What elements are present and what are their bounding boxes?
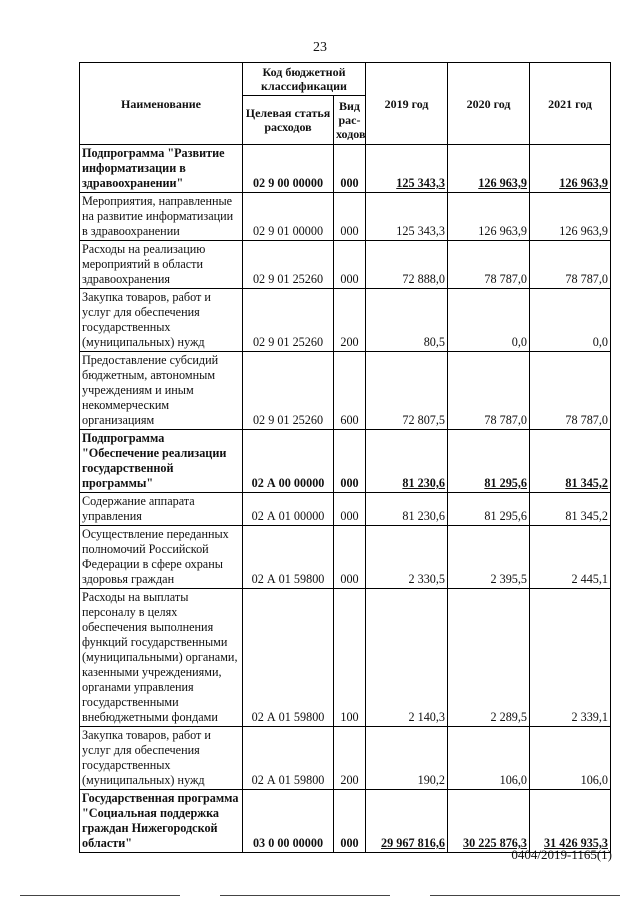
row-2019: 81 230,6: [366, 430, 448, 493]
row-2019: 81 230,6: [366, 493, 448, 526]
table-row: [80, 430, 611, 493]
row-code: 02 А 01 00000: [243, 493, 334, 526]
row-name: Закупка товаров, работ и услуг для обеспечения государственных (муниципальных) нужд: [80, 289, 243, 352]
row-name: Расходы на реализацию мероприятий в области здравоохранения: [80, 241, 243, 289]
row-name: Мероприятия, направленные на развитие информатизации в здравоохранении: [80, 193, 243, 241]
row-2019: 190,2: [366, 727, 448, 790]
row-2019: 72 888,0: [366, 241, 448, 289]
row-name: Государственная программа "Социальная поддержка граждан Нижегородской области": [80, 790, 243, 853]
row-2021: 2 339,1: [530, 589, 611, 727]
row-code: 02 А 01 59800: [243, 589, 334, 727]
row-code: 02 9 01 00000: [243, 193, 334, 241]
row-code: 03 0 00 00000: [243, 790, 334, 853]
row-code: 02 А 01 59800: [243, 526, 334, 589]
row-2021: 78 787,0: [530, 352, 611, 430]
row-2020: 81 295,6: [448, 430, 530, 493]
row-2020: 78 787,0: [448, 241, 530, 289]
row-2019: 29 967 816,6: [366, 790, 448, 853]
header-code-group: Код бюджетной классификации: [243, 63, 366, 96]
row-2020: 126 963,9: [448, 193, 530, 241]
row-2021: 31 426 935,3: [530, 790, 611, 853]
row-2020: 0,0: [448, 289, 530, 352]
row-2020: 2 395,5: [448, 526, 530, 589]
row-2020: 2 289,5: [448, 589, 530, 727]
row-name: Расходы на выплаты персоналу в целях обеспечения выполнения функций государственными (муниципальными) органами, казенными учреждениями, органами управления государственными внебюджетными фондами: [80, 589, 243, 727]
row-2021: 2 445,1: [530, 526, 611, 589]
row-name: Подпрограмма "Развитие информатизации в здравоохранении": [80, 145, 243, 193]
table-row: [80, 352, 611, 430]
row-vid: 200: [334, 289, 366, 352]
row-2020: 78 787,0: [448, 352, 530, 430]
row-2021: 81 345,2: [530, 493, 611, 526]
row-2019: 80,5: [366, 289, 448, 352]
row-vid: 100: [334, 589, 366, 727]
header-name: Наименование: [80, 63, 243, 145]
table-row: [80, 526, 611, 589]
row-2021: 106,0: [530, 727, 611, 790]
document-code: 0404/2019-1165(1): [511, 847, 612, 862]
row-name: Предоставление субсидий бюджетным, автономным учреждениям и иным некоммерческим организациям: [80, 352, 243, 430]
row-name: Подпрограмма "Обеспечение реализации государственной программы": [80, 430, 243, 493]
row-name: Осуществление переданных полномочий Российской Федерации в сфере охраны здоровья граждан: [80, 526, 243, 589]
row-vid: 000: [334, 193, 366, 241]
header-2020: 2020 год: [448, 63, 530, 145]
header-row-1: [80, 63, 611, 96]
row-2020: 30 225 876,3: [448, 790, 530, 853]
row-vid: 000: [334, 430, 366, 493]
table-row: [80, 241, 611, 289]
row-code: 02 А 00 00000: [243, 430, 334, 493]
row-code: 02 А 01 59800: [243, 727, 334, 790]
table-row: [80, 589, 611, 727]
header-2019: 2019 год: [366, 63, 448, 145]
row-name: Содержание аппарата управления: [80, 493, 243, 526]
page-number: 23: [313, 40, 327, 55]
row-code: 02 9 00 00000: [243, 145, 334, 193]
row-code: 02 9 01 25260: [243, 289, 334, 352]
header-2021: 2021 год: [530, 63, 611, 145]
row-2019: 72 807,5: [366, 352, 448, 430]
row-2021: 0,0: [530, 289, 611, 352]
row-vid: 000: [334, 526, 366, 589]
row-vid: 000: [334, 145, 366, 193]
row-2019: 125 343,3: [366, 193, 448, 241]
row-2019: 2 140,3: [366, 589, 448, 727]
row-vid: 600: [334, 352, 366, 430]
row-code: 02 9 01 25260: [243, 352, 334, 430]
row-2019: 125 343,3: [366, 145, 448, 193]
row-2021: 126 963,9: [530, 193, 611, 241]
row-name: Закупка товаров, работ и услуг для обеспечения государственных (муниципальных) нужд: [80, 727, 243, 790]
table-row: [80, 193, 611, 241]
row-2019: 2 330,5: [366, 526, 448, 589]
row-vid: 000: [334, 241, 366, 289]
row-2020: 81 295,6: [448, 493, 530, 526]
row-2020: 126 963,9: [448, 145, 530, 193]
row-2021: 126 963,9: [530, 145, 611, 193]
table-row: [80, 145, 611, 193]
row-code: 02 9 01 25260: [243, 241, 334, 289]
budget-table: [79, 62, 611, 853]
bottom-rule: [0, 893, 640, 897]
row-2020: 106,0: [448, 727, 530, 790]
table-row: [80, 493, 611, 526]
header-target: Целевая статья расходов: [243, 96, 334, 145]
header-vid: Вид рас-ходов: [334, 96, 366, 145]
row-vid: 000: [334, 790, 366, 853]
row-2021: 81 345,2: [530, 430, 611, 493]
row-2021: 78 787,0: [530, 241, 611, 289]
row-vid: 000: [334, 493, 366, 526]
table-row: [80, 790, 611, 853]
table-row: [80, 289, 611, 352]
row-vid: 200: [334, 727, 366, 790]
table-body: [80, 145, 611, 853]
table-row: [80, 727, 611, 790]
